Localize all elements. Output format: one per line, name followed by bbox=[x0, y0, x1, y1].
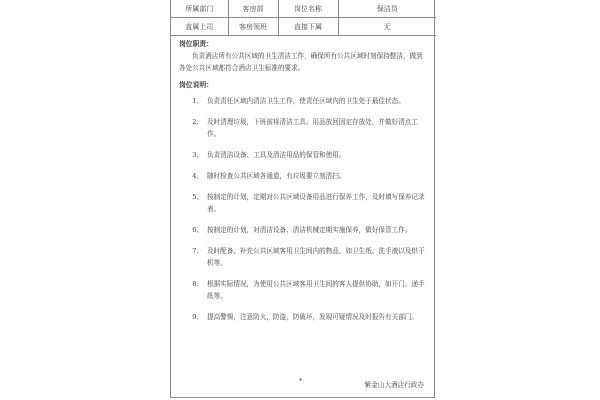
list-item: 7、 及时配备、补充公共区域客用卫生间内的物品，如卫生纸、洗手液以及烘干机等。 bbox=[192, 247, 425, 267]
list-item: 2、 及时清理垃圾，下班前将清洁工具、用品放回固定存放处，并做好清点工作。 bbox=[192, 118, 418, 138]
description-title: 岗位说明： bbox=[179, 81, 213, 89]
department-value: 客房部 bbox=[228, 0, 278, 18]
footer-mark: * bbox=[299, 377, 303, 385]
responsibilities-text: 负责酒店所有公共区域的卫生清洁工作，确保所有公共区域时刻保持整洁，做到各处公共区域都符合酒店卫生标准的要求。 bbox=[179, 52, 423, 72]
document-body bbox=[171, 36, 434, 323]
issuing-office: 紫金山大酒店行政办 bbox=[364, 381, 424, 389]
position-label: 岗位名称 bbox=[278, 0, 338, 18]
list-item: 8、 根据实际情况，为使用公共区域客用卫生间的客人提供协助，如开门、递手纸等。 bbox=[192, 280, 425, 300]
list-item: 4、 随时检查公共区域各通道，有垃圾要立刻清扫。 bbox=[192, 172, 346, 180]
job-description-sheet bbox=[170, 0, 435, 398]
supervisor-value: 客房领班 bbox=[228, 18, 278, 36]
list-item: 6、 按制定的计划，对清洁设备、清洁机械定期实施保养，做好保管工作。 bbox=[192, 226, 412, 234]
subordinate-label: 直接下属 bbox=[278, 18, 338, 36]
list-item: 5、 按制定的计划，定期对公共区域设备用品进行保养工作，及时填写保养记录表。 bbox=[192, 193, 425, 213]
table-row bbox=[171, 0, 436, 18]
list-item: 1、 负责责任区域内清洁卫生工作，使责任区域内的卫生处于最佳状态。 bbox=[192, 97, 405, 105]
subordinate-value: 无 bbox=[338, 18, 436, 36]
position-value: 保洁员 bbox=[338, 0, 436, 18]
document-footer bbox=[171, 379, 434, 391]
position-info-table bbox=[171, 0, 436, 36]
list-item: 9、 提高警惕，注意防火，防盗，防破坏，发现可疑情况及时报告有关部门。 bbox=[192, 313, 418, 321]
list-item: 3、 负责清洁设备、工具及清洁用品的保管和使用。 bbox=[192, 151, 346, 159]
table-row bbox=[171, 18, 436, 36]
supervisor-label: 直属上司 bbox=[171, 18, 228, 36]
responsibilities-title: 岗位职责： bbox=[179, 40, 213, 48]
department-label: 所属部门 bbox=[171, 0, 228, 18]
duties-list bbox=[179, 95, 426, 323]
